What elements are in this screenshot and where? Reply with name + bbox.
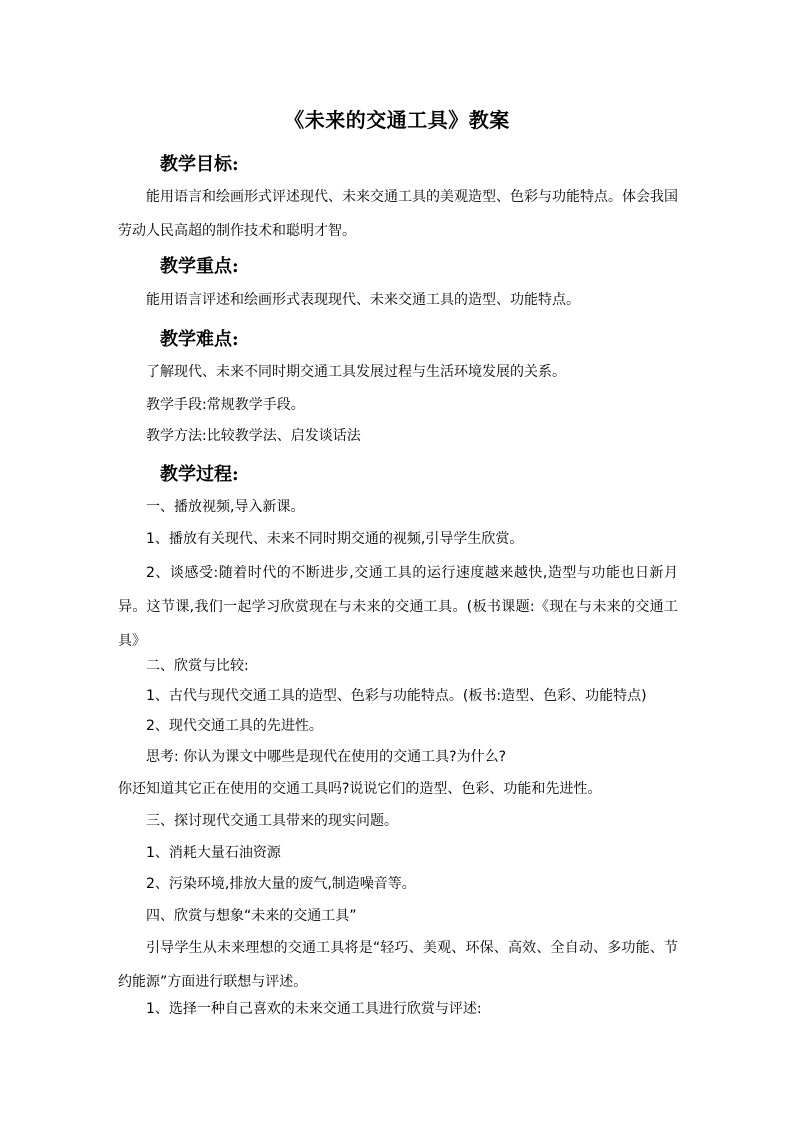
document-title: 《未来的交通工具》教案 xyxy=(284,108,510,132)
difficulties-heading: 教学难点: xyxy=(160,329,239,350)
process-step: 1、选择一种自己喜欢的未来交通工具进行欣赏与评述: xyxy=(146,1001,482,1017)
objectives-paragraph: 能用语言和绘画形式评述现代、未来交通工具的美观造型、色彩与功能特点。体会我国劳动人民高超的制作技术和聪明才智。 xyxy=(118,189,678,239)
process-step: 三、探讨现代交通工具带来的现实问题。 xyxy=(146,813,398,829)
process-step: 1、古代与现代交通工具的造型、色彩与功能特点。(板书:造型、色彩、功能特点) xyxy=(146,688,647,704)
objectives-heading: 教学目标: xyxy=(160,154,239,175)
process-step: 一、播放视频,导入新课。 xyxy=(146,499,305,515)
key-points-heading: 教学重点: xyxy=(160,256,239,277)
process-step: 你还知道其它正在使用的交通工具吗?说说它们的造型、色彩、功能和先进性。 xyxy=(118,781,602,797)
process-paragraph: 2、谈感受:随着时代的不断进步,交通工具的运行速度越来越快,造型与功能也日新月异。这节课,我们一起学习欣赏现在与未来的交通工具。(板书课题:《现在与未来的交通工具》 xyxy=(118,565,678,649)
process-heading: 教学过程: xyxy=(160,464,239,485)
process-step: 2、现代交通工具的先进性。 xyxy=(146,718,323,734)
process-step: 1、消耗大量石油资源 xyxy=(146,845,281,861)
process-step: 思考: 你认为课文中哪些是现代在使用的交通工具?为什么? xyxy=(146,749,507,765)
key-points-paragraph: 能用语言评述和绘画形式表现现代、未来交通工具的造型、功能特点。 xyxy=(146,292,580,308)
process-step: 1、播放有关现代、未来不同时期交通的视频,引导学生欣赏。 xyxy=(146,531,524,547)
process-step: 四、欣赏与想象“未来的交通工具” xyxy=(146,908,357,924)
teaching-means: 教学手段:常规教学手段。 xyxy=(146,397,305,413)
difficulties-paragraph: 了解现代、未来不同时期交通工具发展过程与生活环境发展的关系。 xyxy=(146,364,566,380)
process-paragraph: 引导学生从未来理想的交通工具将是“轻巧、美观、环保、高效、全自动、多功能、节约能源”方面进行联想与评述。 xyxy=(118,940,678,990)
teaching-methods: 教学方法:比较教学法、启发谈话法 xyxy=(146,428,361,444)
process-step: 2、污染环境,排放大量的废气,制造噪音等。 xyxy=(146,876,416,892)
process-step: 二、欣赏与比较: xyxy=(146,658,249,674)
